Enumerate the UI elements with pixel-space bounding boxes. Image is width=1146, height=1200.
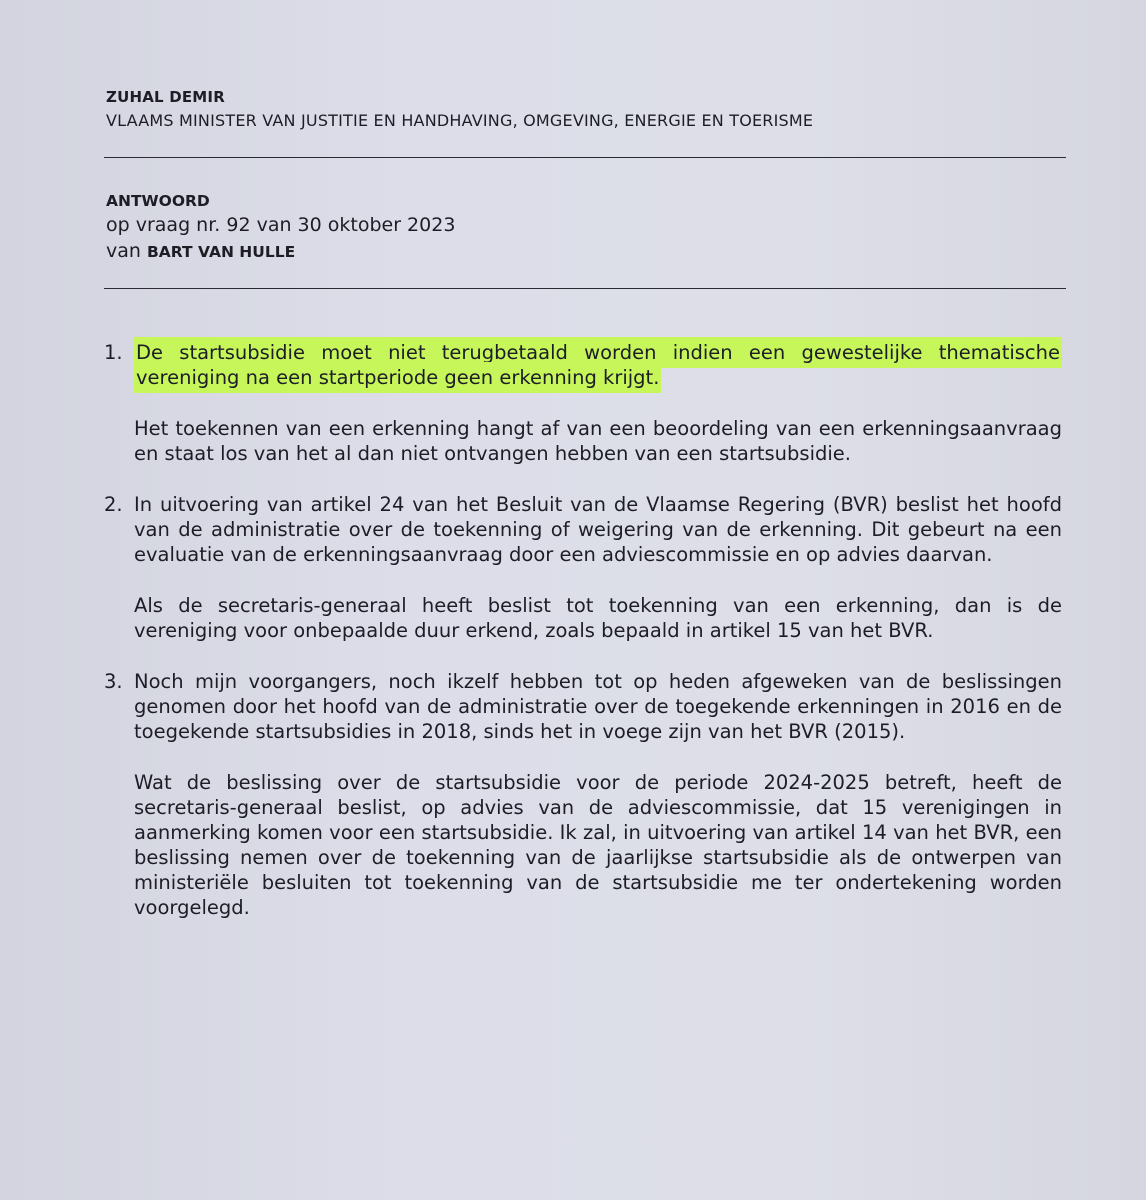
item-paragraph: Als de secretaris-generaal heeft beslist tot toekenning van een erkenning, dan is de vereniging voor onbepaalde duur erkend, zoals bepaald in artikel 15 van het BVR. — [134, 594, 1062, 642]
minister-role: VLAAMS MINISTER VAN JUSTITIE EN HANDHAVING, OMGEVING, ENERGIE EN TOERISME — [106, 111, 814, 130]
answer-item-2 — [104, 492, 1062, 643]
answer-item-3 — [104, 669, 1062, 920]
header-divider — [104, 157, 1066, 158]
answer-divider — [104, 288, 1066, 289]
answer-body — [104, 340, 1062, 920]
author-name: BART VAN HULLE — [146, 243, 296, 261]
item-paragraph: Het toekennen van een erkenning hangt af van een beoordeling van een erkenningsaanvraag en staat los van het al dan niet ontvangen hebben van een startsubsidie. — [134, 417, 1062, 465]
letter-header — [106, 86, 1066, 134]
item-paragraph: Noch mijn voorgangers, noch ikzelf hebben tot op heden afgeweken van de beslissingen genomen door het hoofd van de administratie over de toegekende erkenningen in 2016 en de toegekende startsubsidies in 2018, sinds het in voege zijn van het BVR (2015). — [134, 670, 1062, 743]
highlighted-text: De startsubsidie moet niet terugbetaald worden indien een gewestelijke thematische vereniging na een startperiode geen erkenning krijgt. — [134, 337, 1062, 393]
item-paragraph: In uitvoering van artikel 24 van het Besluit van de Vlaamse Regering (BVR) beslist het hoofd van de administratie over de toekenning of weigering van de erkenning. Dit gebeurt na een evaluatie van de erkenningsaanvraag door een adviescommissie en op advies daarvan. — [134, 493, 1062, 566]
answer-title: ANTWOORD — [106, 192, 210, 210]
answer-block — [106, 190, 1066, 265]
item-number: 2. — [104, 493, 123, 516]
question-reference: op vraag nr. 92 van 30 oktober 2023 — [106, 214, 456, 236]
minister-name: ZUHAL DEMIR — [106, 88, 225, 106]
item-paragraph — [134, 340, 1062, 390]
author-prefix: van — [106, 240, 141, 262]
item-number: 1. — [104, 341, 123, 364]
answer-item-1 — [104, 340, 1062, 466]
item-number: 3. — [104, 670, 123, 693]
item-paragraph: Wat de beslissing over de startsubsidie voor de periode 2024-2025 betreft, heeft de secretaris-generaal beslist, op advies van de adviescommissie, dat 15 verenigingen in aanmerking komen voor een startsubsidie. Ik zal, in uitvoering van artikel 14 van het BVR, een beslissing nemen over de toekenning van de jaarlijkse startsubsidie als de ontwerpen van ministeriële besluiten tot toekenning van de startsubsidie me ter ondertekening worden voorgelegd. — [134, 771, 1062, 919]
question-author-line — [106, 238, 1066, 265]
